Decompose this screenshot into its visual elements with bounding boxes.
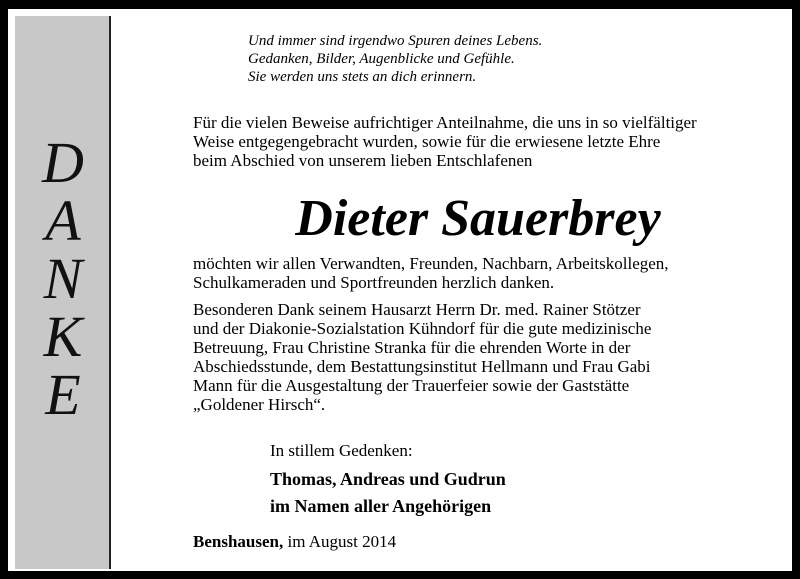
intro-paragraph <box>193 113 763 170</box>
place-date <box>193 532 396 552</box>
danke-letter-a: A <box>45 188 81 253</box>
special-thanks-paragraph <box>193 300 763 414</box>
special-line: Betreuung, Frau Christine Stranka für die ehrenden Worte in der <box>193 338 631 357</box>
danke-letter-e: E <box>45 362 81 427</box>
poem-line: Sie werden uns stets an dich erinnern. <box>248 69 477 85</box>
intro-line: Für die vielen Beweise aufrichtiger Anteilnahme, die uns in so vielfältiger <box>193 113 697 132</box>
obituary-content <box>8 9 798 577</box>
deceased-name: Dieter Sauerbrey <box>295 190 661 247</box>
poem-line: Gedanken, Bilder, Augenblicke und Gefühle. <box>248 51 515 67</box>
special-line: Besonderen Dank seinem Hausarzt Herrn Dr. med. Rainer Stötzer <box>193 300 641 319</box>
signers-relatives: im Namen aller Angehörigen <box>270 496 492 516</box>
special-line: Mann für die Ausgestaltung der Trauerfeier sowie der Gaststätte <box>193 376 630 395</box>
closing-intro: In stillem Gedenken: <box>270 441 413 460</box>
thanks-line: möchten wir allen Verwandten, Freunden, Nachbarn, Arbeitskollegen, <box>193 254 669 273</box>
date: im August 2014 <box>287 532 397 551</box>
place: Benshausen, <box>193 532 284 551</box>
signers-names: Thomas, Andreas und Gudrun <box>270 469 506 489</box>
intro-line: beim Abschied von unserem lieben Entschlafenen <box>193 151 533 170</box>
obituary-card <box>5 6 795 574</box>
danke-letter-n: N <box>43 246 83 311</box>
special-line: Abschiedsstunde, dem Bestattungsinstitut Hellmann und Frau Gabi <box>193 357 651 376</box>
poem-quote <box>248 32 542 86</box>
thanks-line: Schulkameraden und Sportfreunden herzlich danken. <box>193 273 555 292</box>
special-line: und der Diakonie-Sozialstation Kühndorf für die gute medizinische <box>193 319 652 338</box>
intro-line: Weise entgegengebracht wurden, sowie für die erwiesene letzte Ehre <box>193 132 661 151</box>
danke-letter-d: D <box>42 130 84 195</box>
danke-letter-k: K <box>43 304 83 369</box>
special-line: „Goldener Hirsch“. <box>193 395 326 414</box>
poem-line: Und immer sind irgendwo Spuren deines Lebens. <box>248 33 543 49</box>
thanks-paragraph <box>193 254 763 292</box>
